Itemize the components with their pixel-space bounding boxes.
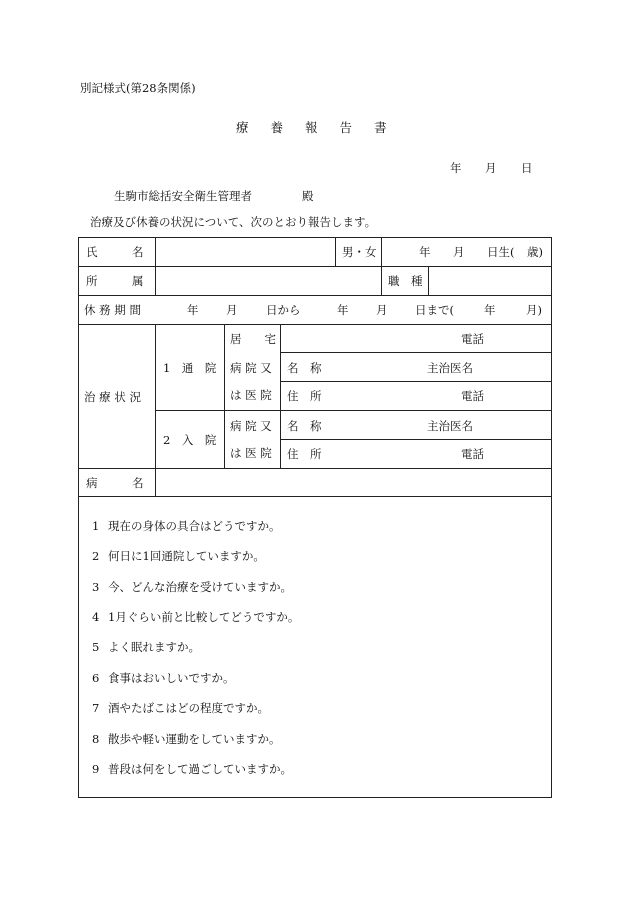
honorific: 殿: [302, 189, 314, 203]
addressee: 生駒市総括安全衛生管理者: [114, 189, 252, 203]
list-item: 3 今、どんな治療を受けていますか。: [92, 580, 292, 594]
leave-period-label: 休 務 期 間: [84, 303, 141, 317]
date-year: 年: [450, 161, 462, 175]
outpatient-label: 1 通 院: [163, 361, 217, 375]
list-item: 6 食事はおいしいですか。: [92, 671, 235, 685]
list-item: 4 1月ぐらい前と比較してどうですか。: [92, 610, 300, 624]
leave-from-month: 月: [226, 303, 238, 317]
birth-day: 日生(: [487, 245, 515, 259]
treatment-status-label: 治 療 状 況: [84, 390, 141, 404]
job-type-label: 職 種: [388, 274, 423, 288]
leave-to-year: 年: [337, 303, 349, 317]
birth-month: 月: [453, 245, 465, 259]
document-title: [236, 118, 409, 136]
residence-label: 居 宅: [230, 332, 276, 346]
leave-total-month: 月): [526, 303, 542, 317]
title-char: 報: [305, 120, 318, 135]
title-char: 告: [339, 120, 353, 135]
list-item: 2 何日に1回通院していますか。: [92, 549, 265, 563]
title-char: 療: [236, 120, 249, 135]
name-label: 氏 名: [86, 245, 144, 259]
date-month: 月: [485, 161, 497, 175]
inpatient-phone-label: 電話: [461, 447, 484, 461]
list-item: 8 散歩や軽い運動をしていますか。: [92, 732, 281, 746]
birth-year: 年: [419, 245, 431, 259]
outpatient-hospital-label-a: 病 院 又: [230, 361, 272, 375]
title-char: 養: [270, 120, 284, 135]
outpatient-phone-label: 電話: [461, 389, 484, 403]
outpatient-hospital-label-b: は 医 院: [230, 388, 272, 402]
leave-from-day: 日から: [266, 303, 301, 317]
inpatient-address-label: 住 所: [287, 447, 322, 461]
list-item: 7 酒やたばこはどの程度ですか。: [92, 701, 269, 715]
list-item: 1 現在の身体の具合はどうですか。: [92, 519, 281, 533]
inpatient-hospital-label-b: は 医 院: [230, 446, 272, 460]
residence-phone-label: 電話: [461, 332, 484, 346]
department-label: 所 属: [86, 274, 144, 288]
outpatient-name-label: 名 称: [287, 361, 322, 375]
title-char: 書: [374, 120, 387, 135]
date-day: 日: [521, 161, 533, 175]
gender-field: 男・女: [342, 245, 377, 259]
age: 歳): [527, 245, 543, 259]
intro-text: 治療及び休養の状況について、次のとおり報告します。: [90, 215, 377, 229]
leave-from-year: 年: [187, 303, 199, 317]
list-item: 9 普段は何をして過ごしていますか。: [92, 762, 292, 776]
leave-to-day: 日まで(: [415, 303, 454, 317]
leave-total-year: 年: [484, 303, 496, 317]
leave-to-month: 月: [376, 303, 388, 317]
inpatient-name-label: 名 称: [287, 419, 322, 433]
disease-name-label: 病 名: [86, 476, 144, 490]
outpatient-doctor-label: 主治医名: [427, 361, 473, 375]
outpatient-address-label: 住 所: [287, 389, 322, 403]
inpatient-hospital-label-a: 病 院 又: [230, 419, 272, 433]
list-item: 5 よく眠れますか。: [92, 640, 200, 654]
form-reference: 別記様式(第28条関係): [80, 81, 196, 95]
inpatient-doctor-label: 主治医名: [427, 419, 473, 433]
inpatient-label: 2 入 院: [163, 433, 217, 447]
